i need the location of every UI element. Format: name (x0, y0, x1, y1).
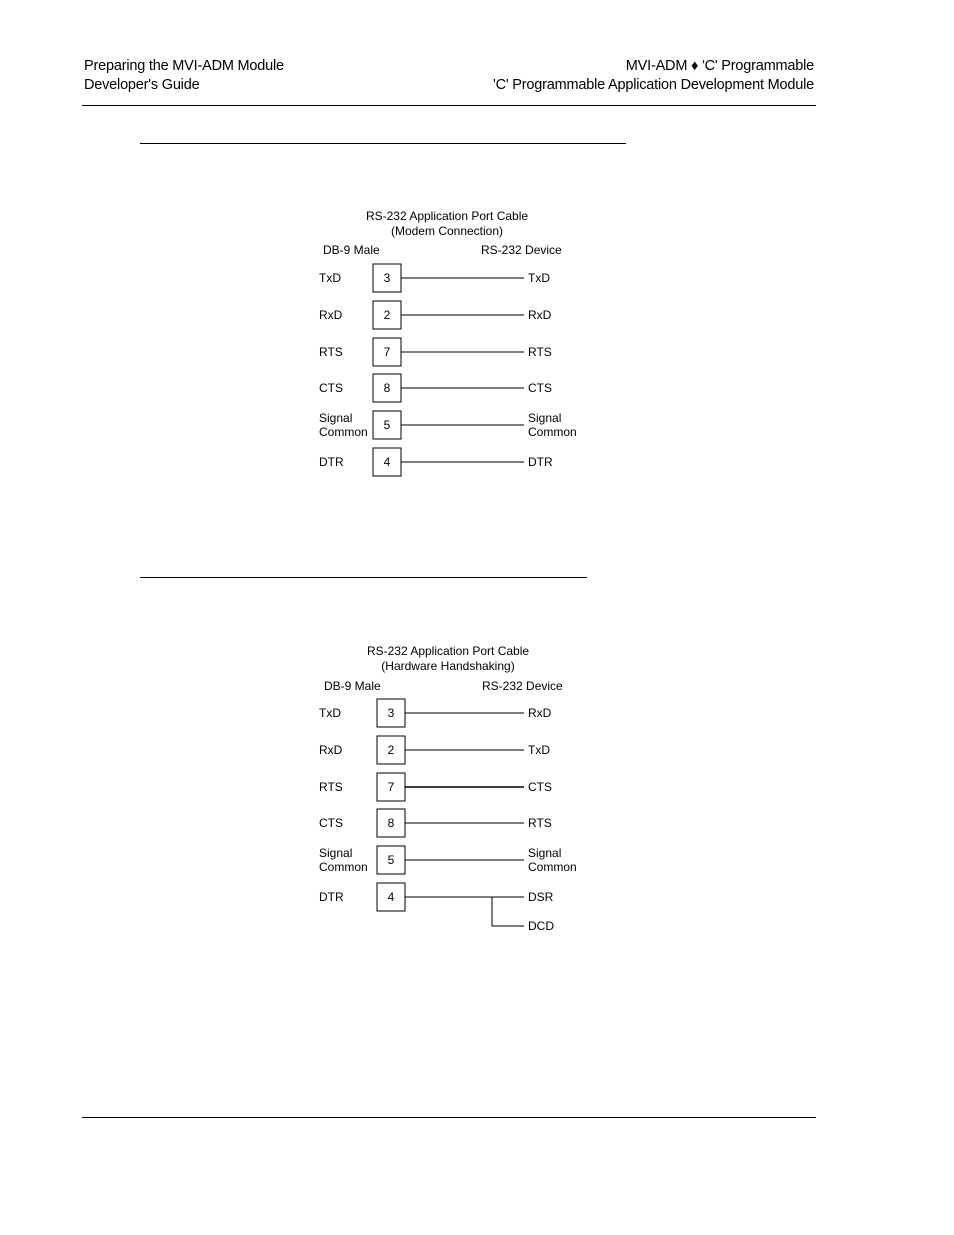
rs232-device-header: RS-232 Device (482, 679, 563, 693)
modem-connection-svg (300, 205, 600, 485)
left-signal-label: CTS (319, 381, 343, 395)
rs232-device-header: RS-232 Device (481, 243, 562, 257)
product-subtitle: 'C' Programmable Application Development Module (493, 77, 814, 93)
left-signal-label: Signal (319, 411, 353, 425)
left-signal-label: Common (319, 425, 368, 439)
right-signal-label: TxD (528, 271, 550, 285)
left-signal-label: Common (319, 860, 368, 874)
pin-number: 7 (383, 345, 391, 359)
left-signal-label: TxD (319, 706, 341, 720)
left-signal-label: RxD (319, 743, 343, 757)
pin-number: 4 (387, 890, 395, 904)
right-signal-label: DSR (528, 890, 554, 904)
pin-number: 2 (387, 743, 395, 757)
left-signal-label: RxD (319, 308, 343, 322)
diagram-subtitle: (Hardware Handshaking) (381, 659, 515, 673)
branch-wire (492, 897, 524, 926)
right-signal-label: Common (528, 425, 577, 439)
header-right (493, 57, 814, 95)
right-signal-label: Common (528, 860, 577, 874)
left-signal-label: Signal (319, 846, 353, 860)
right-signal-label: DTR (528, 455, 553, 469)
diagram-title: RS-232 Application Port Cable (366, 644, 530, 658)
left-signal-label: DTR (319, 455, 344, 469)
right-signal-label: RxD (528, 706, 552, 720)
right-signal-label: Signal (528, 411, 562, 425)
right-signal-label: RTS (528, 345, 552, 359)
left-signal-label: TxD (319, 271, 341, 285)
db9-male-header: DB-9 Male (324, 679, 381, 693)
section-rule-1 (140, 143, 626, 144)
right-signal-label: TxD (528, 743, 550, 757)
product-title: MVI-ADM ♦ 'C' Programmable (625, 58, 814, 74)
pin-number: 3 (383, 271, 391, 285)
db9-male-header: DB-9 Male (323, 243, 380, 257)
header-rule (82, 105, 816, 106)
pin-number: 3 (387, 706, 395, 720)
pin-number: 8 (383, 381, 391, 395)
pin-number: 5 (387, 853, 395, 867)
right-signal-label: RTS (528, 816, 552, 830)
header-left (84, 57, 284, 95)
pin-number: 5 (383, 418, 391, 432)
hardware-handshaking-svg (300, 640, 600, 940)
right-signal-label: CTS (528, 780, 552, 794)
right-signal-label: CTS (528, 381, 552, 395)
pin-number: 2 (383, 308, 391, 322)
diagram-title: RS-232 Application Port Cable (365, 209, 529, 223)
modem-connection-diagram (300, 205, 600, 485)
pin-number: 8 (387, 816, 395, 830)
guide-title: Developer's Guide (84, 77, 200, 93)
left-signal-label: RTS (319, 780, 343, 794)
left-signal-label: DTR (319, 890, 344, 904)
section-rule-2 (140, 577, 587, 578)
left-signal-label: RTS (319, 345, 343, 359)
pin-number: 7 (387, 780, 395, 794)
section-title: Preparing the MVI-ADM Module (84, 58, 284, 74)
hardware-handshaking-diagram (300, 640, 600, 940)
left-signal-label: CTS (319, 816, 343, 830)
diagram-subtitle: (Modem Connection) (390, 224, 504, 238)
right-signal-label: RxD (528, 308, 552, 322)
pin-number: 4 (383, 455, 391, 469)
footer-rule (82, 1117, 816, 1118)
branch-signal-label: DCD (528, 919, 554, 933)
right-signal-label: Signal (528, 846, 562, 860)
